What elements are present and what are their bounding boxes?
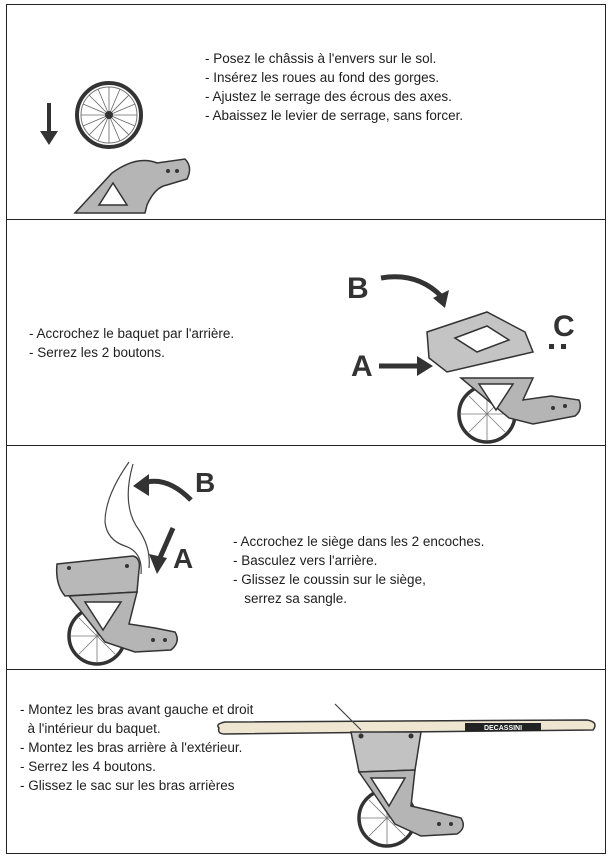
- bucket-seat-icon: [351, 732, 421, 772]
- carry-arms-icon: [218, 704, 595, 734]
- illustration-seat-attach: [45, 456, 235, 666]
- step-text: - Accrochez le baquet par l'arrière.: [29, 326, 235, 341]
- arrow-right-icon: [379, 356, 433, 376]
- step-list-3: [233, 532, 484, 608]
- chassis-icon: [75, 159, 190, 213]
- step-text: - Abaissez le levier de serrage, sans forcer.: [205, 108, 464, 123]
- wheel-icon: [77, 83, 141, 147]
- illustration-bucket-attach: [337, 260, 597, 444]
- step-text: serrez sa sangle.: [233, 591, 348, 606]
- label-b: B: [195, 467, 216, 498]
- brand-label: DECASSINI: [483, 725, 523, 732]
- chassis-icon: [69, 592, 177, 652]
- arrow-head-icon: [133, 474, 149, 496]
- step-text: - Posez le châssis à l'envers sur le sol.: [205, 51, 437, 66]
- illustration-arms-mount: [215, 700, 599, 854]
- instruction-sheet: [6, 4, 606, 854]
- chassis-icon: [359, 770, 463, 836]
- step-text: - Insérez les roues au fond des gorges.: [205, 70, 440, 85]
- step-text: - Montez les bras avant gauche et droit: [20, 702, 254, 717]
- arrow-down-left-icon: [149, 528, 173, 574]
- curved-arrow-icon: [381, 277, 441, 296]
- label-b: B: [347, 272, 369, 305]
- step-list-2: [29, 324, 234, 362]
- step-text: - Glissez le coussin sur le siège,: [233, 572, 426, 587]
- step-text: à l'intérieur du baquet.: [20, 721, 161, 736]
- step-panel-4: [7, 669, 605, 853]
- label-a: A: [351, 350, 373, 383]
- step-text: - Serrez les 2 boutons.: [29, 345, 165, 360]
- seat-frame-icon: [57, 556, 140, 596]
- arrow-down-icon: [40, 103, 58, 145]
- step-panel-2: [7, 219, 605, 445]
- step-text: - Montez les bras arrière à l'extérieur.: [20, 740, 243, 755]
- label-c: C: [553, 310, 575, 343]
- step-panel-3: [7, 445, 605, 669]
- chassis-icon: [461, 378, 580, 424]
- step-panel-1: [7, 5, 605, 219]
- label-a: A: [173, 543, 194, 574]
- step-text: - Basculez vers l'arrière.: [233, 553, 378, 568]
- bucket-seat-icon: [427, 312, 533, 372]
- step-text: - Glissez le sac sur les bras arrières: [20, 778, 235, 793]
- step-list-1: [205, 49, 463, 125]
- step-text: - Serrez les 4 boutons.: [20, 759, 156, 774]
- illustration-chassis-wheel: [27, 75, 197, 215]
- step-text: - Accrochez le siège dans les 2 encoches.: [233, 534, 485, 549]
- step-text: - Ajustez le serrage des écrous des axes.: [205, 89, 452, 104]
